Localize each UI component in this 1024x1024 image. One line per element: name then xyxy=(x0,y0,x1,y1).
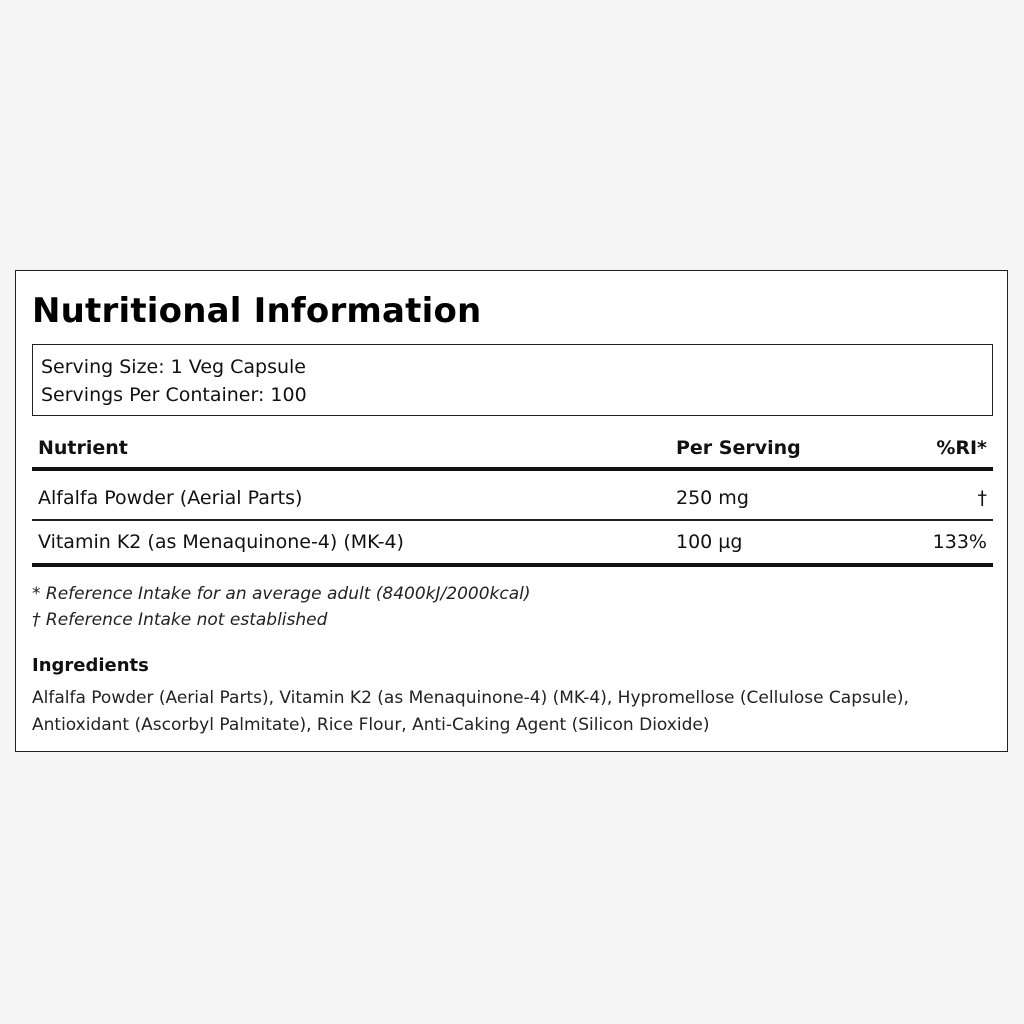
nutrition-panel xyxy=(15,270,1008,752)
header-nutrient: Nutrient xyxy=(38,437,128,459)
table-bottom-divider xyxy=(32,563,993,567)
panel-title: Nutritional Information xyxy=(32,291,482,331)
table-header-row xyxy=(32,429,993,467)
servings-per-container: Servings Per Container: 100 xyxy=(41,384,307,406)
nutrient-table xyxy=(32,429,993,567)
ingredients-text xyxy=(32,685,992,739)
header-per-serving: Per Serving xyxy=(676,437,801,459)
serving-info-box xyxy=(32,344,993,416)
footnote-reference-intake: * Reference Intake for an average adult (8400kJ/2000kcal) xyxy=(32,584,531,604)
nutrient-ri: 133% xyxy=(932,530,987,553)
nutrient-amount: 100 µg xyxy=(676,530,743,553)
ingredients-heading: Ingredients xyxy=(32,655,149,676)
nutrient-amount: 250 mg xyxy=(676,487,749,509)
footnote-not-established: † Reference Intake not established xyxy=(32,610,328,630)
nutrient-name: Alfalfa Powder (Aerial Parts) xyxy=(38,487,303,509)
table-row xyxy=(32,521,993,563)
ingredients-line: Antioxidant (Ascorbyl Palmitate), Rice Flour, Anti-Caking Agent (Silicon Dioxide) xyxy=(32,715,710,735)
nutrient-ri: † xyxy=(977,487,987,509)
ingredients-line: Alfalfa Powder (Aerial Parts), Vitamin K2 (as Menaquinone-4) (MK-4), Hypromellose (Cellulose Capsule), xyxy=(32,688,909,708)
serving-size: Serving Size: 1 Veg Capsule xyxy=(41,356,306,378)
header-divider xyxy=(32,467,993,471)
nutrient-name: Vitamin K2 (as Menaquinone-4) (MK-4) xyxy=(38,530,404,553)
table-row xyxy=(32,477,993,519)
header-ri: %RI* xyxy=(936,437,987,459)
